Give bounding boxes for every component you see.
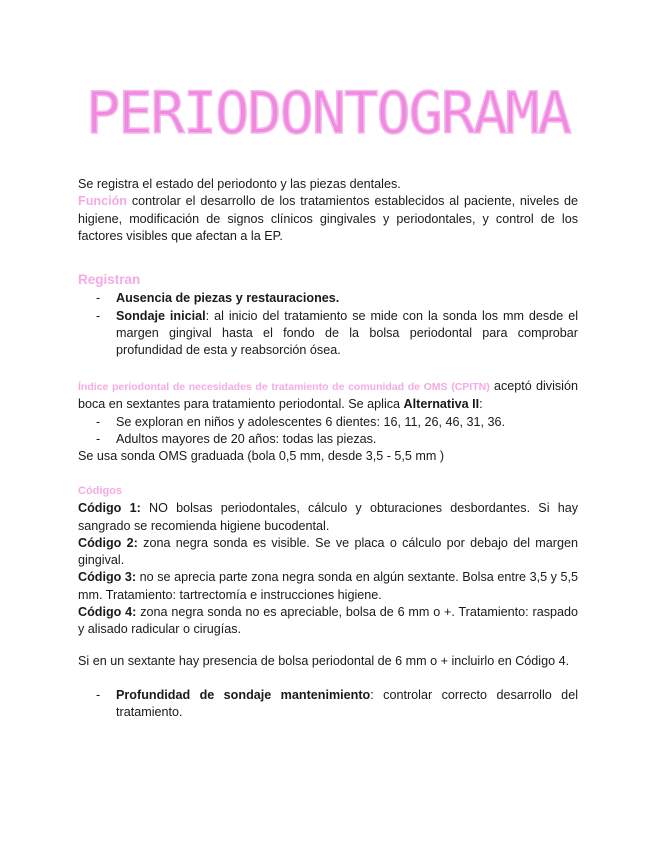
cpitn-alternativa: Alternativa II	[403, 397, 480, 412]
funcion-text: controlar el desarrollo de los tratamientos establecidos al paciente, niveles de higiene, modificación de signos clínicos gingivales y periodontales, y control de los factores visibles que afectan a la EP.	[78, 194, 578, 243]
cpitn-text-1: aceptó división boca en sextantes para tratamiento periodontal. Se aplica	[78, 379, 578, 412]
list-item-text: : controlar correcto desarrollo del tratamiento.	[116, 688, 578, 720]
codigo-4	[78, 604, 578, 639]
codigo-text: zona negra sonda no es apreciable, bolsa de 6 mm o +. Tratamiento: raspado y alisado radicular o cirugías.	[78, 605, 579, 637]
list-item-bold: Ausencia de piezas y restauraciones.	[116, 291, 340, 306]
mantenimiento-list	[78, 687, 578, 722]
cpitn-section	[78, 378, 578, 465]
codigo-note: Si en un sextante hay presencia de bolsa periodontal de 6 mm o + incluirlo en Código 4.	[78, 654, 570, 668]
cpitn-list	[78, 414, 578, 449]
list-item-text: : al inicio del tratamiento se mide con la sonda los mm desde el margen gingival hasta el fondo de la bolsa periodontal para comprobar profundidad de esta y reabsorción ósea.	[116, 308, 578, 358]
registran-heading: Registran	[78, 272, 141, 287]
list-item	[78, 687, 578, 722]
list-item: - Se exploran en niños y adolescentes 6 dientes: 16, 11, 26, 46, 31, 36.	[78, 414, 578, 431]
list-item-bold: Profundidad de sondaje mantenimiento	[116, 688, 371, 702]
funcion-label: Función	[78, 194, 127, 209]
codigo-label: Código 1:	[78, 501, 141, 516]
registran-list	[78, 290, 578, 359]
codigo-label: Código 2:	[78, 535, 138, 550]
list-item-bold: Sondaje inicial	[116, 308, 206, 323]
codigo-text: zona negra sonda es visible. Se ve placa o cálculo por debajo del margen gingival.	[78, 535, 578, 568]
codigo-3	[78, 569, 578, 604]
list-item	[78, 308, 578, 360]
page-title: PERIODONTOGRAMA	[86, 79, 570, 147]
codigo-1	[78, 500, 578, 535]
mantenimiento-section	[78, 687, 578, 722]
intro-section	[78, 176, 578, 245]
list-item	[78, 290, 578, 307]
codigo-text: NO bolsas periodontales, cálculo y obturaciones desbordantes. Si hay sangrado se recomienda higiene bucodental.	[78, 501, 578, 533]
list-item: - Adultos mayores de 20 años: todas las piezas.	[78, 431, 578, 448]
intro-text: Se registra el estado del periodonto y las piezas dentales.	[78, 177, 401, 191]
codigos-section	[78, 483, 578, 639]
codigo-2	[78, 535, 578, 570]
codigo-text: no se aprecia parte zona negra sonda en algún sextante. Bolsa entre 3,5 y 5,5 mm. Tratamiento: tartrectomía e instrucciones higiene.	[78, 570, 578, 602]
codigo-label: Código 3:	[78, 570, 137, 585]
registran-section	[78, 271, 578, 359]
codigos-heading: Códigos	[78, 485, 122, 497]
sonda-text: Se usa sonda OMS graduada (bola 0,5 mm, desde 3,5 - 5,5 mm )	[78, 449, 445, 464]
codigo-label: Código 4:	[78, 605, 137, 620]
codigo-note-section	[78, 653, 578, 670]
cpitn-text-2: :	[479, 397, 483, 412]
cpitn-paragraph	[78, 378, 578, 414]
cpitn-label: Índice periodontal de necesidades de tratamiento de comunidad de OMS (CPITN)	[78, 381, 490, 393]
funcion-paragraph	[78, 193, 578, 245]
